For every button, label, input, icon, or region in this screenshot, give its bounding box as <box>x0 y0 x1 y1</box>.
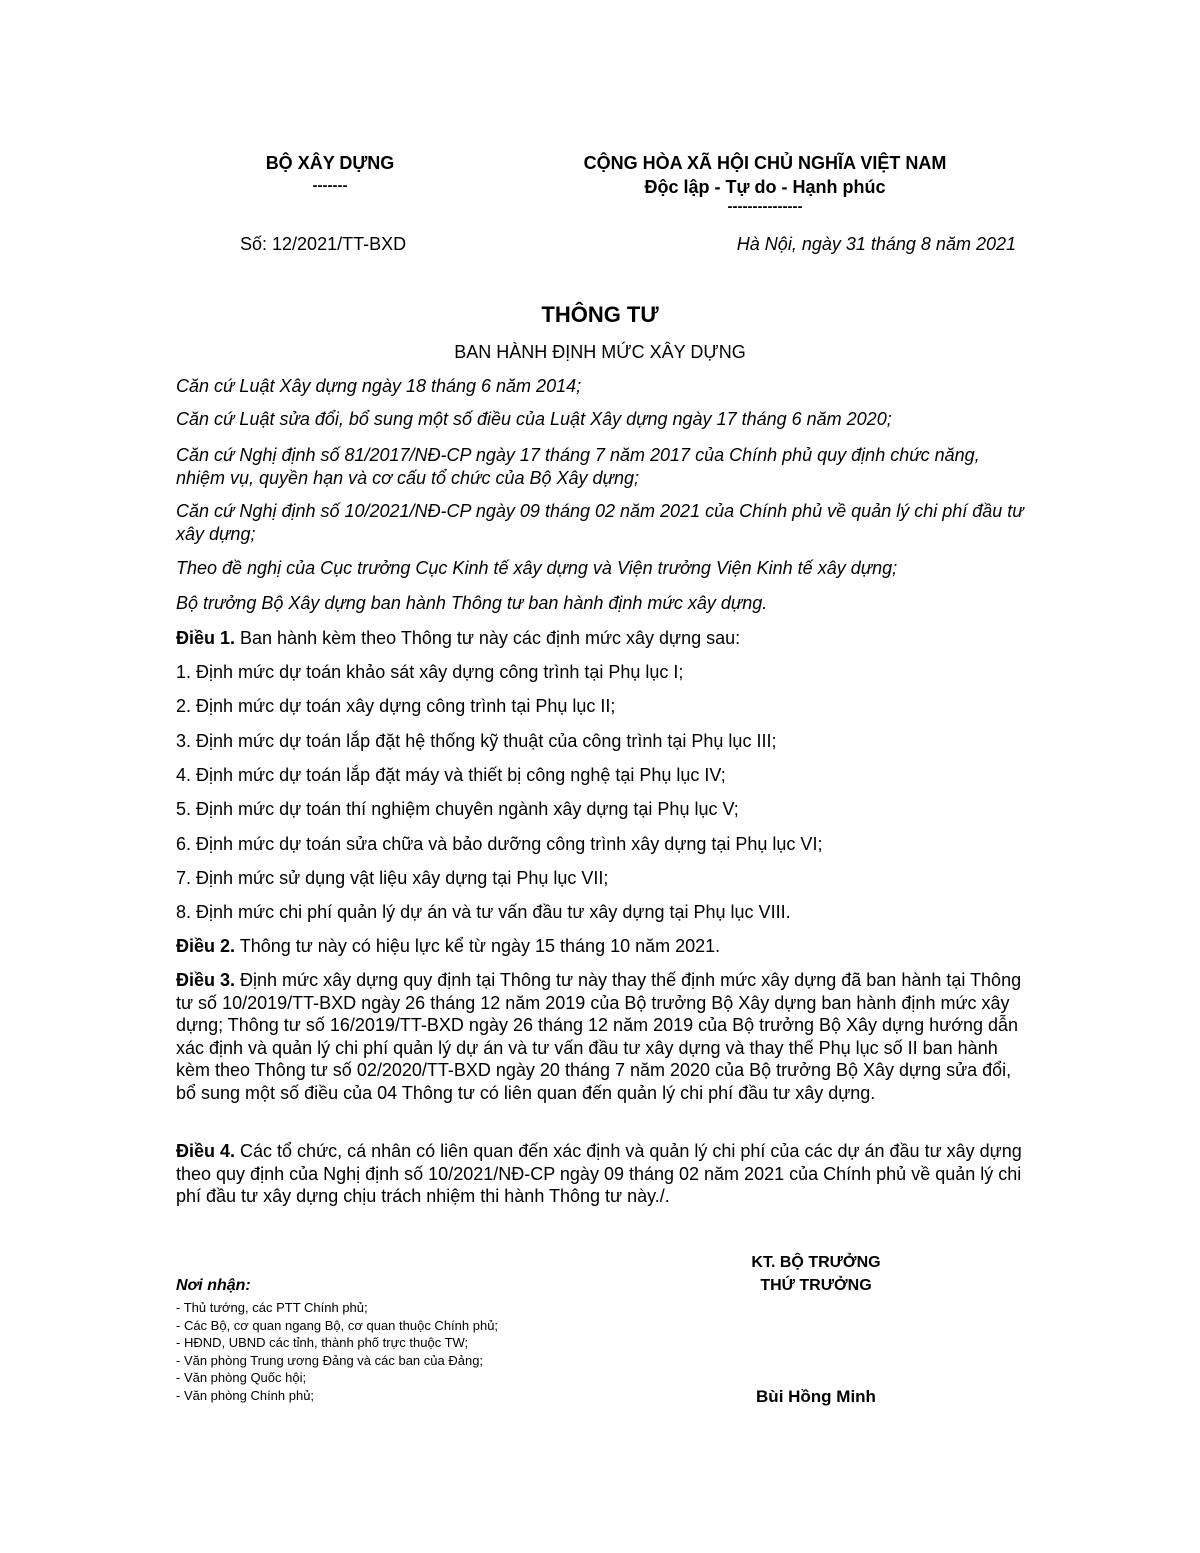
article-label: Điều 3. <box>176 970 236 990</box>
list-item: 4. Định mức dự toán lắp đặt máy và thiết bị công nghệ tại Phụ lục IV; <box>176 765 726 785</box>
article-1 <box>176 627 1026 650</box>
signature-title-2: THỨ TRƯỞNG <box>760 1277 872 1294</box>
article-text: Ban hành kèm theo Thông tư này các định mức xây dựng sau: <box>235 628 741 648</box>
list-item: 2. Định mức dự toán xây dựng công trình tại Phụ lục II; <box>176 696 616 716</box>
agency-rule: ------- <box>312 177 348 194</box>
list-item: 5. Định mức dự toán thí nghiệm chuyên ngành xây dựng tại Phụ lục V; <box>176 799 739 819</box>
legal-basis: Căn cứ Nghị định số 10/2021/NĐ-CP ngày 09 tháng 02 năm 2021 của Chính phủ về quản lý chi phí đầu tư xây dựng; <box>176 501 1024 544</box>
signer-name: Bùi Hồng Minh <box>756 1387 876 1406</box>
list-item: 7. Định mức sử dụng vật liệu xây dựng tại Phụ lục VII; <box>176 868 609 888</box>
list-item: 1. Định mức dự toán khảo sát xây dựng công trình tại Phụ lục I; <box>176 662 684 682</box>
recipient-item: - Các Bộ, cơ quan ngang Bộ, cơ quan thuộc Chính phủ; <box>176 1317 499 1333</box>
legal-basis: Căn cứ Luật Xây dựng ngày 18 tháng 6 năm 2014; <box>176 376 582 396</box>
motto-rule: --------------- <box>727 198 803 215</box>
document-subtitle: BAN HÀNH ĐỊNH MỨC XÂY DỰNG <box>454 342 746 362</box>
place-date: Hà Nội, ngày 31 tháng 8 năm 2021 <box>736 234 1016 254</box>
recipient-item: - Thủ tướng, các PTT Chính phủ; <box>176 1300 368 1315</box>
national-motto: Độc lập - Tự do - Hạnh phúc <box>644 177 886 197</box>
recipient-item: - HĐND, UBND các tỉnh, thành phố trực thuộc TW; <box>176 1335 469 1350</box>
article-label: Điều 2. <box>176 936 236 956</box>
article-label: Điều 4. <box>176 1141 236 1161</box>
article-text: Các tổ chức, cá nhân có liên quan đến xác định và quản lý chi phí của các dự án đầu tư xây dựng theo quy định của Nghị định số 10/2021/NĐ-CP ngày 09 tháng 02 năm 2021 của Chính phủ về quản lý chi phí đầu tư xây dựng chịu trách nhiệm thi hành Thông tư này./. <box>176 1141 1022 1206</box>
article-label: Điều 1. <box>176 628 236 648</box>
document-number: Số: 12/2021/TT-BXD <box>240 234 407 254</box>
recipient-item: - Văn phòng Chính phủ; <box>176 1387 315 1403</box>
legal-basis: Căn cứ Nghị định số 81/2017/NĐ-CP ngày 17 tháng 7 năm 2017 của Chính phủ quy định chức năng, nhiệm vụ, quyền hạn và cơ cấu tổ chức của Bộ Xây dựng; <box>176 445 980 488</box>
article-text: Định mức xây dựng quy định tại Thông tư này thay thế định mức xây dựng đã ban hành tại Thông tư số 10/2019/TT-BXD ngày 26 tháng 12 năm 2019 của Bộ trưởng Bộ Xây dựng ban hành định mức xây dựng; Thông tư số 16/2019/TT-BXD ngày 26 tháng 12 năm 2019 của Bộ trưởng Bộ Xây dựng hướng dẫn xác định và quản lý chi phí quản lý dự án và tư vấn đầu tư xây dựng và thay thế Phụ lục số II ban hành kèm theo Thông tư số 02/2020/TT-BXD ngày 20 tháng 7 năm 2020 của Bộ trưởng Bộ Xây dựng sửa đổi, bổ sung một số điều của 04 Thông tư có liên quan đến quản lý chi phí đầu tư xây dựng. <box>176 970 1022 1103</box>
article-4 <box>176 1140 1026 1208</box>
list-item: 8. Định mức chi phí quản lý dự án và tư vấn đầu tư xây dựng tại Phụ lục VIII. <box>176 902 791 922</box>
list-item: 6. Định mức dự toán sửa chữa và bảo dưỡng công trình xây dựng tại Phụ lục VI; <box>176 834 823 854</box>
legal-basis: Căn cứ Luật sửa đổi, bổ sung một số điều của Luật Xây dựng ngày 17 tháng 6 năm 2020; <box>176 409 892 429</box>
agency-name: BỘ XÂY DỰNG <box>265 153 395 173</box>
article-2 <box>176 935 1026 958</box>
recipients-heading: Nơi nhận: <box>176 1277 251 1294</box>
list-item: 3. Định mức dự toán lắp đặt hệ thống kỹ thuật của công trình tại Phụ lục III; <box>176 731 777 751</box>
recipient-item: - Văn phòng Quốc hội; <box>176 1370 307 1385</box>
legal-basis: Bộ trưởng Bộ Xây dựng ban hành Thông tư ban hành định mức xây dựng. <box>176 593 768 613</box>
article-text: Thông tư này có hiệu lực kể từ ngày 15 tháng 10 năm 2021. <box>235 936 721 956</box>
recipient-item: - Văn phòng Trung ương Đảng và các ban của Đảng; <box>176 1352 484 1368</box>
document-title: THÔNG TƯ <box>541 302 659 327</box>
country-name: CỘNG HÒA XÃ HỘI CHỦ NGHĨA VIỆT NAM <box>583 153 947 173</box>
legal-basis: Theo đề nghị của Cục trưởng Cục Kinh tế xây dựng và Viện trưởng Viện Kinh tế xây dựng; <box>176 558 898 578</box>
recipients-list <box>176 1299 498 1404</box>
signature-title-1: KT. BỘ TRƯỞNG <box>751 1254 881 1271</box>
article-3 <box>176 969 1026 1104</box>
